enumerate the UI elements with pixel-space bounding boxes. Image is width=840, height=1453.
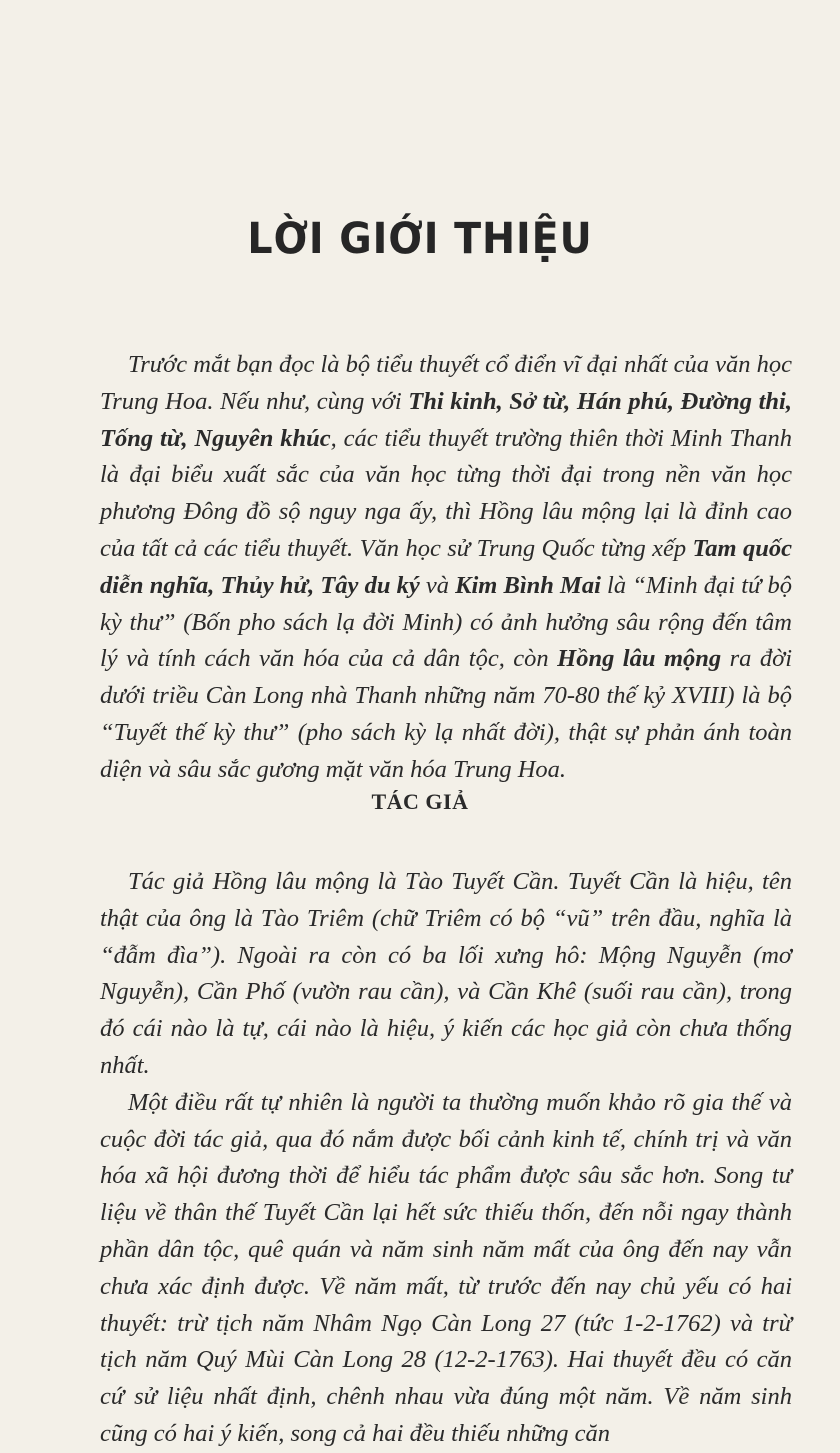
intro-text-e: là “Minh đại tứ bộ kỳ thư” (Bốn pho sách lạ đời Minh) có ảnh hưởng sâu rộng đến tâm lý và tính cách văn hóa của cả dân tộc, còn: [100, 571, 793, 673]
author-paragraph-1: Tác giả Hồng lâu mộng là Tào Tuyết Cần. Tuyết Cần là hiệu, tên thật của ông là Tào Triêm (chữ Triêm có bộ “vũ” trên đầu, nghĩa là “đẫm đìa”). Ngoài ra còn có ba lối xưng hô: Mộng Nguyễn (mơ Nguyễn), Cần Phố (vườn rau cần), và Cần Khê (suối rau cần), trong đó cái nào là tự, cái nào là hiệu, ý kiến các học giả còn chưa thống nhất.: [100, 868, 792, 1079]
author-section: [100, 864, 792, 1453]
intro-section: [100, 347, 792, 789]
intro-text-d: và: [419, 571, 456, 599]
intro-text-a: Trước mắt bạn đọc là bộ tiểu thuyết cổ điển vĩ đại nhất của văn học Trung Hoa. Nếu như, cùng với: [100, 351, 793, 415]
intro-bold-works-2: Tam quốc diễn nghĩa, Thủy hử, Tây du ký: [100, 534, 792, 599]
intro-bold-works-1: Thi kinh, Sở từ, Hán phú, Đường thi, Tống từ, Nguyên khúc: [100, 387, 792, 452]
intro-bold-works-3: Kim Bình Mai: [455, 571, 601, 599]
intro-text-c: , các tiểu thuyết trường thiên thời Minh Thanh là đại biểu xuất sắc của văn học từng thời đại trong nền văn học phương Đông đồ sộ nguy nga ấy, thì Hồng lâu mộng lại là đỉnh cao của tất cả các tiểu thuyết. Văn học sử Trung Quốc từng xếp: [100, 424, 792, 562]
author-paragraph-2: Một điều rất tự nhiên là người ta thường muốn khảo rõ gia thế và cuộc đời tác giả, qua đó nắm được bối cảnh kinh tế, chính trị và văn hóa xã hội đương thời để hiểu tác phẩm được sâu sắc hơn. Song tư liệu về thân thế Tuyết Cần lại hết sức thiếu thốn, đến nỗi ngay thành phần dân tộc, quê quán và năm sinh năm mất của ông đến nay vẫn chưa xác định được. Về năm mất, từ trước đến nay chủ yếu có hai thuyết: trừ tịch năm Nhâm Ngọ Càn Long 27 (tức 1-2-1762) và trừ tịch năm Quý Mùi Càn Long 28 (12-2-1763). Hai thuyết đều có căn cứ sử liệu nhất định, chênh nhau vừa đúng một năm. Về năm sinh cũng có hai ý kiến, song cả hai đều thiếu những căn: [100, 1088, 792, 1447]
intro-text-f: ra đời dưới triều Càn Long nhà Thanh những năm 70-80 thế kỷ XVIII) là bộ “Tuyết thế kỳ thư” (pho sách kỳ lạ nhất đời), thật sự phản ánh toàn diện và sâu sắc gương mặt văn hóa Trung Hoa.: [100, 645, 792, 783]
intro-paragraph: [100, 347, 792, 789]
page-title: LỜI GIỚI THIỆU: [247, 214, 593, 264]
intro-bold-works-4: Hồng lâu mộng: [557, 645, 722, 673]
section-heading-author: TÁC GIẢ: [371, 789, 469, 814]
